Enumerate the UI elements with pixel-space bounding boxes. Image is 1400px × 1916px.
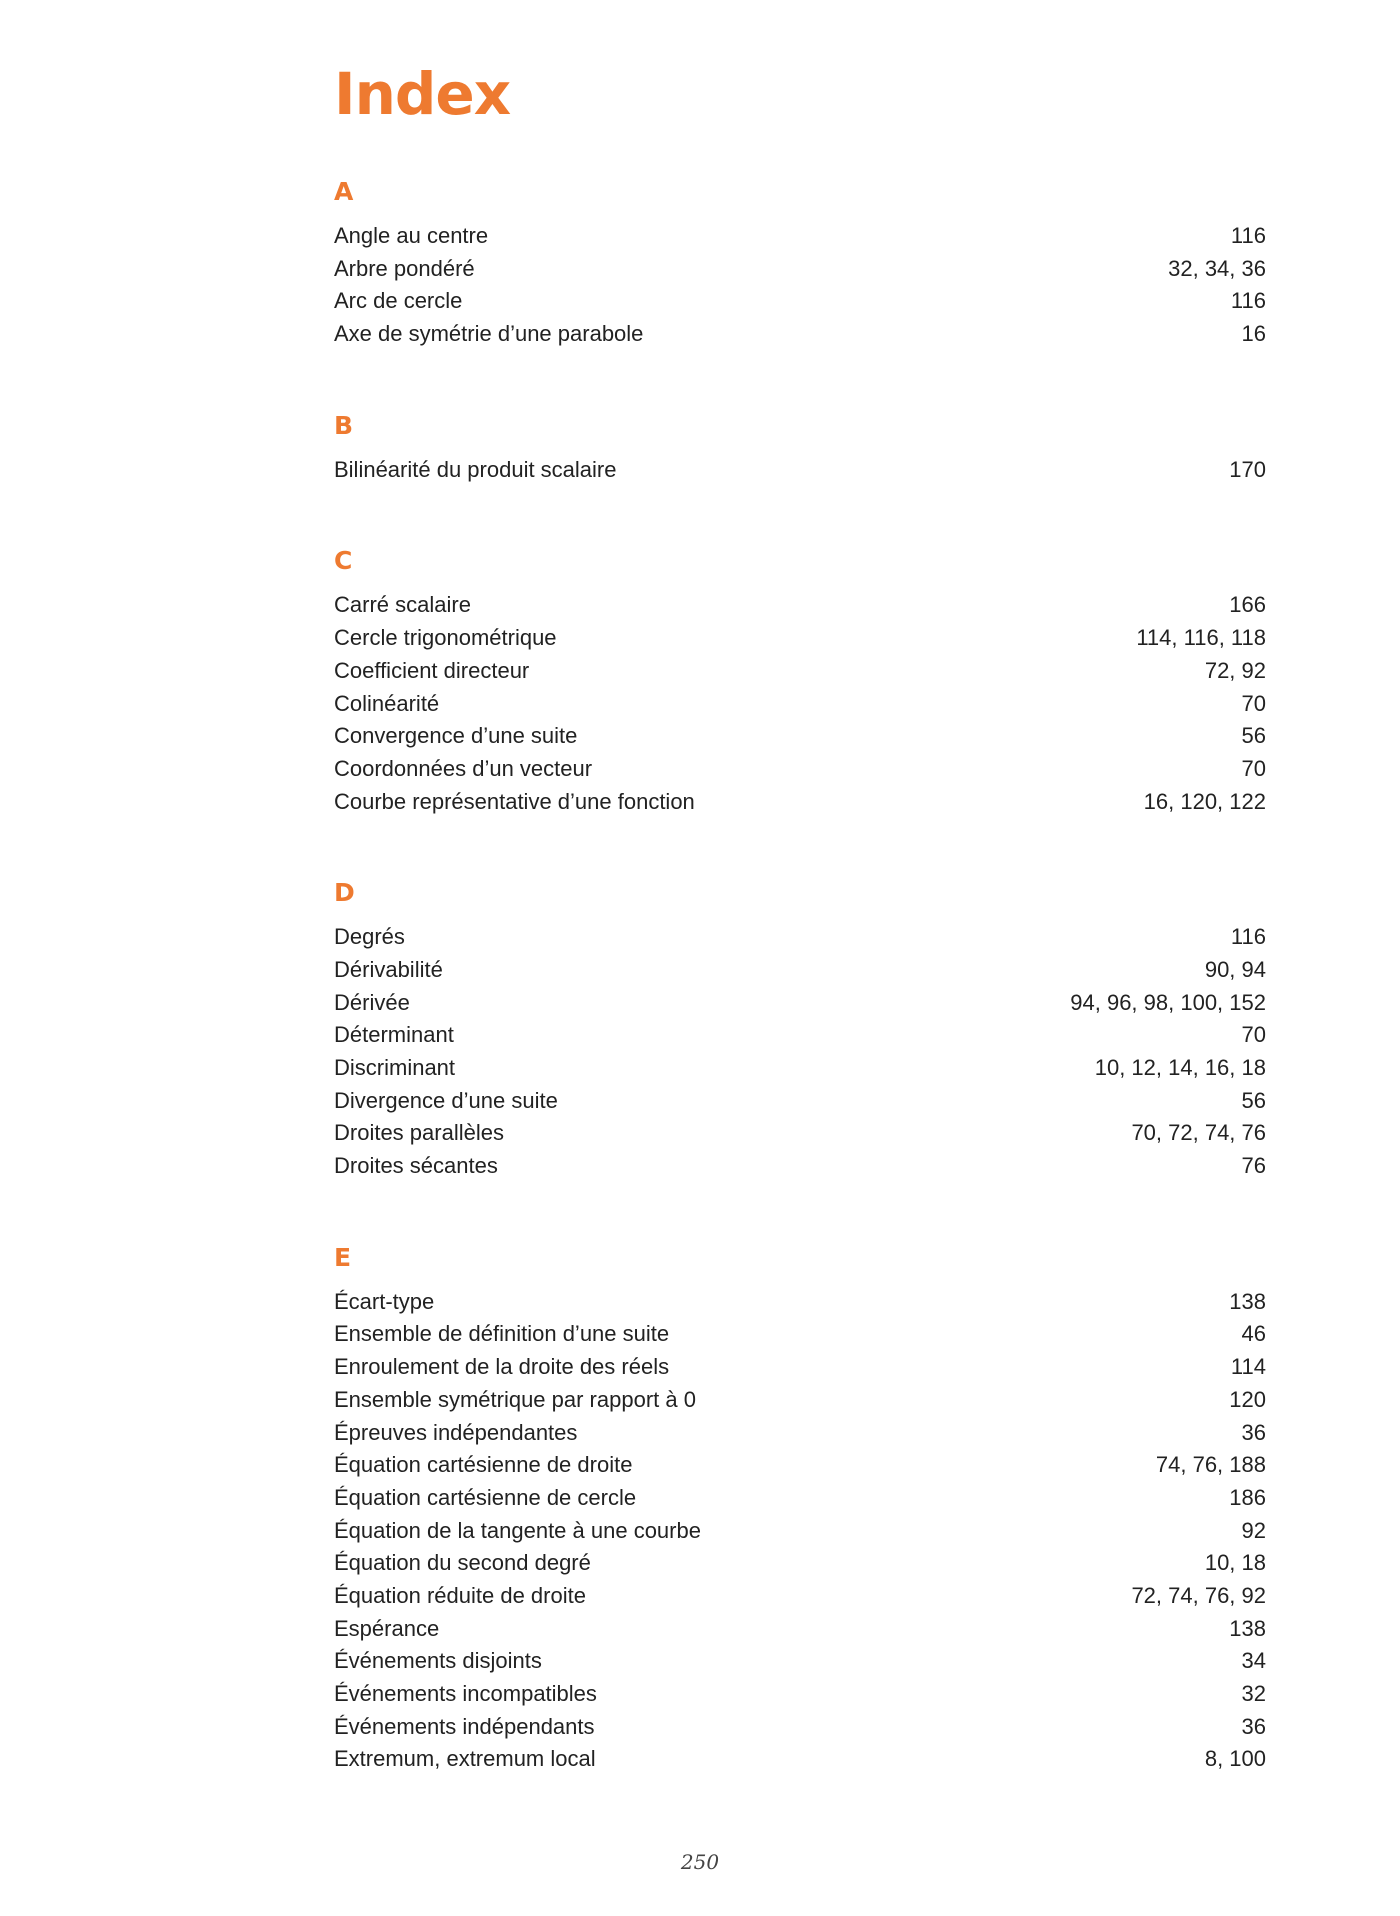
index-entry (334, 1449, 1266, 1482)
entry-list (334, 454, 1266, 487)
entry-term: Carré scalaire (334, 592, 471, 618)
index-entry (334, 786, 1266, 819)
entry-pages: 138 (1229, 1288, 1266, 1314)
index-entry (334, 285, 1266, 318)
entry-pages: 70 (1241, 690, 1266, 716)
entry-term: Convergence d’une suite (334, 723, 578, 749)
index-sections (334, 170, 1266, 1829)
index-entry (334, 1318, 1266, 1351)
index-entry (334, 1286, 1266, 1319)
entry-term: Équation réduite de droite (334, 1582, 586, 1608)
entry-pages: 120 (1229, 1386, 1266, 1412)
index-entry (334, 1019, 1266, 1052)
index-entry (334, 753, 1266, 786)
index-entry (334, 318, 1266, 351)
entry-pages: 32, 34, 36 (1168, 255, 1266, 281)
entry-pages: 90, 94 (1204, 956, 1266, 982)
index-entry (334, 655, 1266, 688)
entry-pages: 114, 116, 118 (1136, 625, 1266, 651)
section-letter: A (334, 177, 354, 206)
entry-pages: 116 (1230, 288, 1266, 314)
index-entry (334, 688, 1266, 721)
entry-pages: 138 (1229, 1615, 1266, 1641)
index-entry (334, 1678, 1266, 1711)
entry-term: Coordonnées d’un vecteur (334, 755, 593, 781)
entry-term: Événements disjoints (334, 1648, 542, 1674)
entry-term: Degrés (334, 924, 405, 950)
index-entry (334, 1150, 1266, 1183)
entry-pages: 116 (1230, 924, 1266, 950)
entry-term: Discriminant (334, 1055, 456, 1080)
index-entry (334, 1743, 1266, 1776)
entry-term: Équation cartésienne de cercle (334, 1484, 637, 1510)
index-section-a (334, 170, 1266, 351)
entry-pages: 70 (1241, 1022, 1266, 1048)
entry-pages: 74, 76, 188 (1155, 1452, 1266, 1478)
entry-list (334, 1286, 1266, 1776)
entry-term: Droites parallèles (334, 1120, 504, 1146)
section-letter: B (334, 410, 354, 440)
entry-pages: 36 (1241, 1713, 1266, 1739)
entry-pages: 72, 74, 76, 92 (1131, 1582, 1266, 1608)
entry-pages: 116 (1230, 223, 1266, 248)
section-letter: C (334, 546, 353, 576)
entry-term: Ensemble de définition d’une suite (334, 1321, 670, 1347)
index-section-e (334, 1236, 1266, 1776)
entry-pages: 170 (1229, 456, 1266, 482)
entry-term: Arbre pondéré (334, 255, 475, 281)
entry-pages: 36 (1241, 1419, 1266, 1445)
entry-term: Angle au centre (334, 223, 489, 248)
entry-pages: 70 (1241, 755, 1266, 781)
index-entry (334, 1547, 1266, 1580)
index-entry (334, 253, 1266, 286)
entry-list (334, 921, 1266, 1183)
entry-term: Déterminant (334, 1022, 454, 1048)
entry-pages: 56 (1241, 1087, 1266, 1113)
section-letter: D (334, 878, 355, 908)
entry-term: Équation cartésienne de droite (334, 1452, 633, 1478)
index-section-c (334, 539, 1266, 818)
entry-pages: 72, 92 (1204, 657, 1266, 683)
index-entry (334, 1052, 1266, 1085)
entry-term: Équation du second degré (334, 1550, 591, 1576)
entry-list (334, 589, 1266, 818)
entry-term: Axe de symétrie d’une parabole (334, 321, 644, 347)
index-entry (334, 1417, 1266, 1450)
entry-term: Événements incompatibles (334, 1681, 597, 1706)
entry-term: Ensemble symétrique par rapport à 0 (334, 1386, 696, 1412)
index-entry (334, 1384, 1266, 1417)
index-entry (334, 220, 1266, 253)
index-section-b (334, 404, 1266, 487)
entry-pages: 92 (1241, 1517, 1266, 1543)
entry-pages: 10, 18 (1204, 1550, 1266, 1576)
entry-term: Colinéarité (334, 690, 440, 716)
entry-term: Épreuves indépendantes (334, 1419, 578, 1445)
entry-term: Courbe représentative d’une fonction (334, 788, 695, 814)
section-letter: E (334, 1242, 352, 1272)
index-entry (334, 921, 1266, 954)
entry-term: Divergence d’une suite (334, 1087, 558, 1113)
entry-pages: 56 (1241, 723, 1266, 749)
entry-pages: 186 (1229, 1484, 1266, 1510)
index-entry (334, 1645, 1266, 1678)
entry-pages: 16 (1241, 321, 1266, 347)
entry-term: Coefficient directeur (334, 657, 530, 683)
entry-term: Extremum, extremum local (334, 1746, 596, 1772)
index-entry (334, 720, 1266, 753)
entry-term: Dérivée (334, 989, 410, 1015)
entry-term: Équation de la tangente à une courbe (334, 1517, 701, 1543)
entry-pages: 76 (1241, 1153, 1266, 1179)
entry-pages: 32 (1241, 1681, 1266, 1706)
index-page (334, 0, 1266, 1916)
entry-pages: 10, 12, 14, 16, 18 (1094, 1055, 1266, 1080)
page-title: Index (334, 60, 511, 128)
index-entry (334, 1580, 1266, 1613)
entry-term: Dérivabilité (334, 956, 443, 982)
entry-term: Espérance (334, 1615, 440, 1641)
index-section-d (334, 871, 1266, 1183)
index-entry (334, 1515, 1266, 1548)
entry-term: Événements indépendants (334, 1713, 595, 1739)
entry-pages: 114 (1230, 1354, 1266, 1380)
entry-pages: 8, 100 (1204, 1746, 1266, 1772)
index-entry (334, 1351, 1266, 1384)
entry-list (334, 220, 1266, 351)
entry-pages: 70, 72, 74, 76 (1131, 1120, 1266, 1146)
index-entry (334, 1711, 1266, 1744)
entry-term: Arc de cercle (334, 288, 463, 314)
index-entry (334, 1117, 1266, 1150)
page-number: 250 (680, 1850, 720, 1874)
entry-pages: 94, 96, 98, 100, 152 (1070, 989, 1266, 1015)
entry-term: Cercle trigonométrique (334, 625, 557, 651)
index-entry (334, 622, 1266, 655)
index-entry (334, 1085, 1266, 1118)
entry-pages: 34 (1241, 1648, 1266, 1674)
entry-term: Bilinéarité du produit scalaire (334, 456, 617, 482)
entry-pages: 16, 120, 122 (1143, 788, 1266, 814)
entry-term: Enroulement de la droite des réels (334, 1354, 670, 1380)
index-entry (334, 589, 1266, 622)
index-entry (334, 1613, 1266, 1646)
index-entry (334, 1482, 1266, 1515)
entry-pages: 166 (1229, 592, 1266, 618)
index-entry (334, 954, 1266, 987)
entry-term: Écart-type (334, 1288, 435, 1314)
entry-pages: 46 (1241, 1321, 1266, 1347)
index-entry (334, 454, 1266, 487)
entry-term: Droites sécantes (334, 1153, 498, 1179)
index-entry (334, 987, 1266, 1020)
